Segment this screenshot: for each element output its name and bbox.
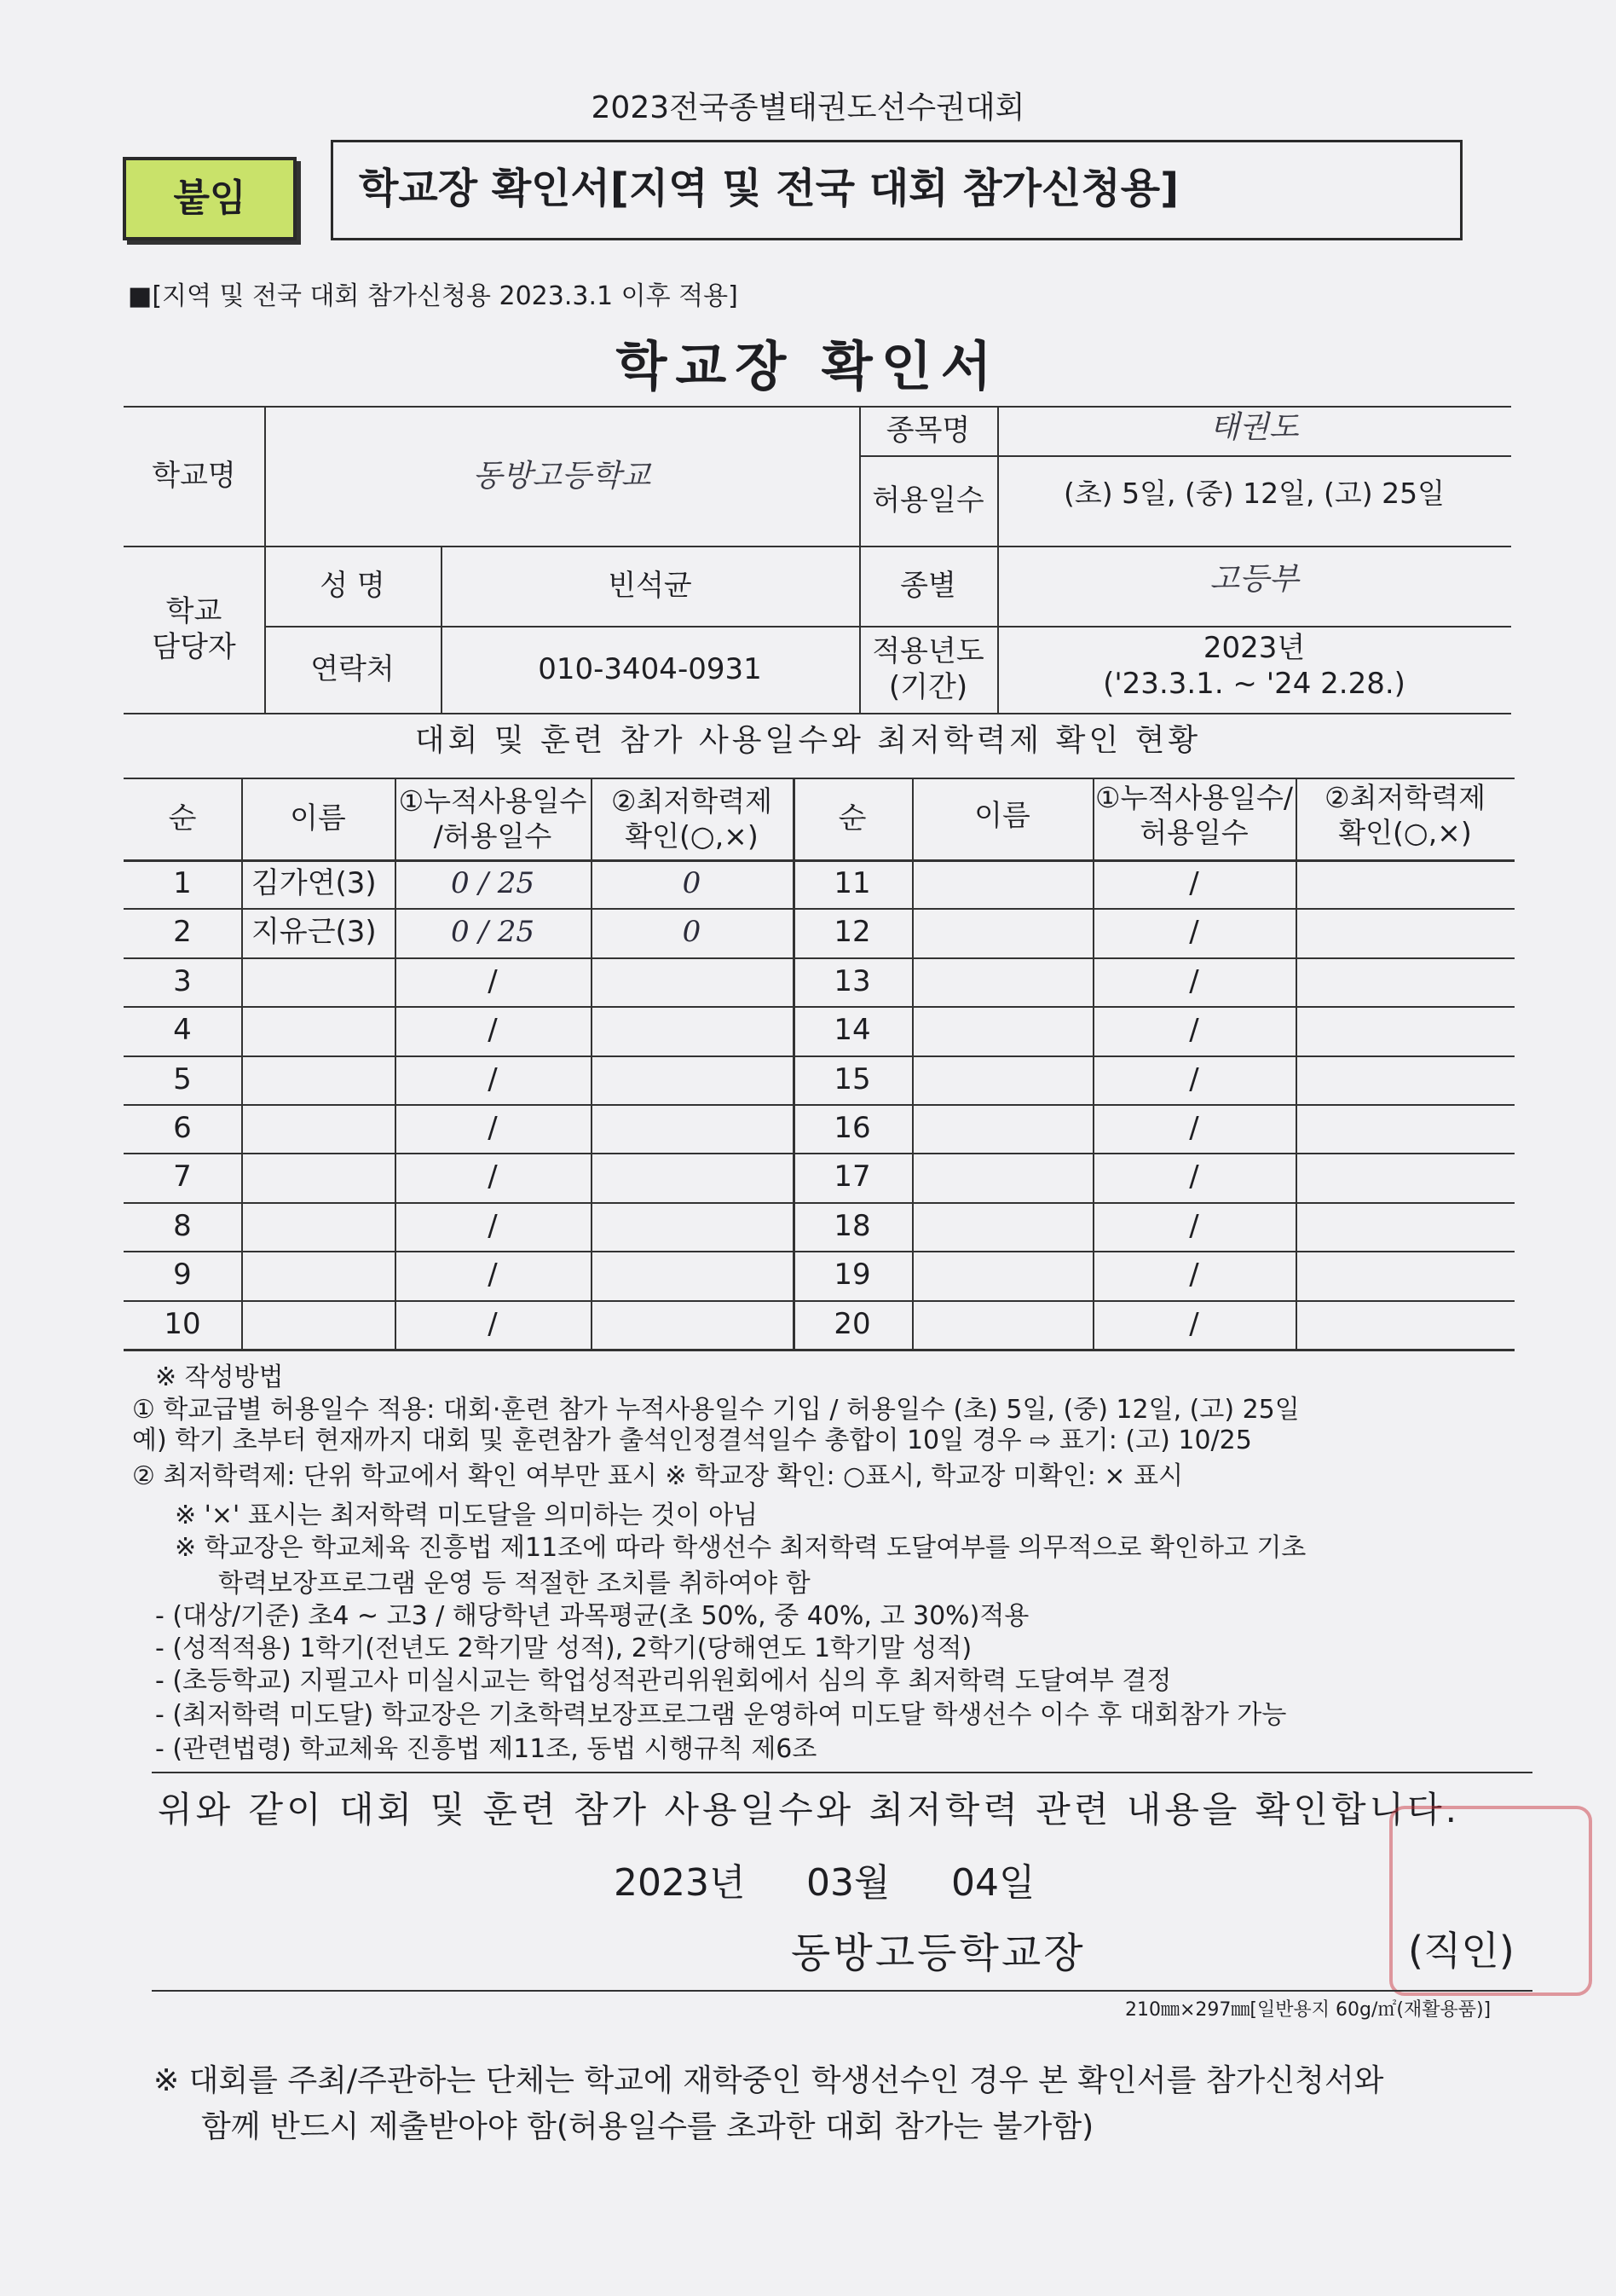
cell-right-min [1296,1202,1515,1251]
cell-right-name [912,957,1093,1006]
sport-value: 태권도 [1209,409,1299,445]
header-min-right [1296,774,1515,856]
cell-left-days: 0 / 25 [451,866,534,901]
days-label: 허용일수 [872,483,984,518]
cell-left-min: 0 [682,866,701,901]
note-line: - (최저학력 미도달) 학교장은 기초학력보장프로그램 운영하여 미도달 학생선수 이수 후 대회참가 가능 [155,1700,1287,1730]
cell-left-min [591,1104,793,1153]
cell-left-days: / [488,1111,498,1146]
cell-left-name: 지유근(3) [251,915,377,950]
cell-right-name [912,1202,1093,1251]
school-label: 학교명 [152,458,236,493]
name-label: 성 명 [320,568,385,603]
cell-left-name [241,1153,395,1201]
note-line: - (성적적용) 1학기(전년도 2학기말 성적), 2학기(당해연도 1학기말 성적) [155,1634,972,1663]
cell-right-name [912,908,1093,957]
cell-right-no: 19 [834,1258,871,1293]
cell-right-min [1296,859,1515,908]
cell-right-no: 12 [834,915,871,950]
category-value: 고등부 [1209,561,1299,597]
cell-right-min [1296,1055,1515,1104]
confirm-day: 04일 [951,1861,1036,1905]
cell-left-name [241,1251,395,1299]
cell-left-min: 0 [682,915,701,950]
cell-left-min [591,1202,793,1251]
rule [152,1772,1532,1773]
cell-right-name [912,859,1093,908]
cell-left-no: 9 [173,1258,192,1293]
contact-label [124,546,264,713]
cell-right-no: 11 [834,866,871,901]
contact-label-line2: 담당자 [152,630,236,664]
cell-right-days: / [1189,915,1199,950]
header-min-right-line1: ②최저학력제 [1325,780,1486,814]
days-value: (초) 5일, (중) 12일, (고) 25일 [1064,477,1445,511]
cell-left-days: / [488,1062,498,1097]
cell-right-days: / [1189,1111,1199,1146]
attachment-badge: 붙임 [123,157,297,240]
contact-label-line1: 학교 [165,593,222,628]
cell-right-name [912,1104,1093,1153]
cell-right-no: 18 [834,1209,871,1244]
cell-right-days: / [1189,964,1199,999]
cell-left-no: 8 [173,1209,192,1244]
header-min-right-line2: 확인(○,×) [1338,816,1472,849]
header-min-left-line1: ②최저학력제 [611,784,772,818]
cell-right-min [1296,1104,1515,1153]
cell-right-min [1296,957,1515,1006]
cell-left-min [591,1006,793,1055]
note-line: - (대상/기준) 초4 ~ 고3 / 해당학년 과목평균(초 50%, 중 40%, 고 30%)적용 [155,1601,1030,1631]
cell-right-min [1296,908,1515,957]
cell-left-no: 6 [173,1111,192,1146]
cell-right-days: / [1189,1307,1199,1342]
seal-label: (직인) [1408,1928,1515,1974]
rule [124,713,1511,714]
cell-left-name [241,1104,395,1153]
cell-right-days: / [1189,1209,1199,1244]
cell-left-min [591,1251,793,1299]
cell-left-min [591,1153,793,1201]
cell-right-name [912,1006,1093,1055]
sport-label: 종목명 [886,413,971,448]
note-line: ※ '×' 표시는 최저학력 미도달을 의미하는 것이 아님 [175,1501,759,1530]
cell-right-min [1296,1006,1515,1055]
year-label [859,626,997,713]
cell-right-name [912,1153,1093,1201]
note-line: ※ 학교장은 학교체육 진흥법 제11조에 따라 학생선수 최저학력 도달여부를 의무적으로 확인하고 기초 [175,1533,1307,1563]
cell-right-no: 16 [834,1111,871,1146]
cell-right-days: / [1189,1013,1199,1048]
cell-left-no: 4 [173,1013,192,1048]
note-line: - (관련법령) 학교체육 진흥법 제11조, 동법 시행규칙 제6조 [155,1734,817,1764]
cell-left-no: 1 [173,866,192,901]
cell-right-name [912,1300,1093,1349]
cell-left-name [241,1055,395,1104]
cell-right-no: 13 [834,964,871,999]
cell-left-name: 김가연(3) [251,866,377,901]
status-table-title: 대회 및 훈련 참가 사용일수와 최저학력제 확인 현황 [414,723,1202,758]
year-value [997,619,1511,713]
cell-left-days: / [488,1160,498,1194]
cell-left-no: 3 [173,964,192,999]
page-title: 학교장 확인서 [615,335,1001,397]
note-line: ② 최저학력제: 단위 학교에서 확인 여부만 표시 ※ 학교장 확인: ○표시, 학교장 미확인: × 표시 [132,1461,1184,1491]
cell-left-min [591,1300,793,1349]
year-value-line2: ('23.3.1. ~ '24 2.28.) [1103,667,1405,701]
header-name-left: 이름 [290,801,346,836]
cell-left-name [241,1006,395,1055]
cell-left-min [591,957,793,1006]
rule [152,1990,1532,1992]
cell-left-days: / [488,1013,498,1048]
note-line: 학력보장프로그램 운영 등 적절한 조치를 취하여야 함 [218,1569,811,1599]
cell-right-no: 20 [834,1307,871,1342]
name-value: 빈석균 [608,568,692,603]
header-min-left [591,778,793,859]
cell-left-days: / [488,1307,498,1342]
cell-right-days: / [1189,1160,1199,1194]
category-label: 종별 [900,568,956,603]
applies-note: ■[지역 및 전국 대회 참가신청용 2023.3.1 이후 적용] [128,281,738,311]
header-days-left-line1: ①누적사용일수 [398,784,587,818]
cell-left-days: 0 / 25 [451,915,534,950]
confirm-statement: 위와 같이 대회 및 훈련 참가 사용일수와 최저학력 관련 내용을 확인합니다. [158,1789,1461,1830]
cell-right-no: 15 [834,1062,871,1097]
cell-right-days: / [1189,1062,1199,1097]
cell-left-name [241,957,395,1006]
note-line: - (초등학교) 지필고사 미실시교는 학업성적관리위원회에서 심의 후 최저학력 도달여부 결정 [155,1666,1172,1696]
paper-spec: 210㎜×297㎜[일반용지 60g/㎡(재활용품)] [1125,1999,1492,2021]
confirm-year: 2023년 [614,1861,746,1905]
header-days-right-line2: 허용일수 [1140,816,1249,849]
cell-left-no: 2 [173,915,192,950]
header-days-left [395,778,591,859]
header-days-left-line2: /허용일수 [433,819,552,853]
event-title: 2023전국종별태권도선수권대회 [591,90,1025,125]
year-label-line1: 적용년도 [872,633,984,668]
cell-right-days: / [1189,1258,1199,1293]
header-min-left-line2: 확인(○,×) [625,819,759,853]
phone-label: 연락처 [310,651,395,686]
rule [124,1349,1515,1351]
cell-left-min [591,1055,793,1104]
header-days-right-line1: ①누적사용일수/ [1095,780,1293,814]
header-no-left: 순 [168,801,197,836]
phone-value: 010-3404-0931 [538,651,762,686]
year-value-line1: 2023년 [1203,630,1306,665]
form-heading-box: 학교장 확인서[지역 및 전국 대회 참가신청용] [331,140,1463,240]
cell-left-days: / [488,1209,498,1244]
header-name-right: 이름 [974,798,1030,833]
cell-right-name [912,1251,1093,1299]
cell-left-no: 5 [173,1062,192,1097]
cell-right-no: 17 [834,1160,871,1194]
note-line: ※ 작성방법 [155,1362,284,1392]
cell-left-name [241,1202,395,1251]
cell-left-name [241,1300,395,1349]
cell-right-no: 14 [834,1013,871,1048]
cell-left-days: / [488,1258,498,1293]
cell-right-days: / [1189,866,1199,901]
header-days-right [1093,774,1296,856]
principal-name: 동방고등학교장 [791,1929,1086,1977]
footer-note-line1: ※ 대회를 주최/주관하는 단체는 학교에 재학중인 학생선수인 경우 본 확인서를 참가신청서와 [153,2063,1384,2098]
cell-right-min [1296,1300,1515,1349]
school-value: 동방고등학교 [472,458,651,494]
header-no-right: 순 [838,801,867,836]
note-line: 예) 학기 초부터 현재까지 대회 및 훈련참가 출석인정결석일수 총합이 10일 경우 ⇨ 표기: (고) 10/25 [132,1426,1252,1455]
cell-left-days: / [488,964,498,999]
confirm-month: 03월 [806,1861,891,1905]
note-line: ① 학교급별 허용일수 적용: 대회·훈련 참가 누적사용일수 기입 / 허용일수 (초) 5일, (중) 12일, (고) 25일 [132,1395,1300,1425]
cell-right-min [1296,1251,1515,1299]
year-label-line2: (기간) [888,670,968,704]
cell-left-no: 7 [173,1160,192,1194]
cell-right-name [912,1055,1093,1104]
cell-right-min [1296,1153,1515,1201]
footer-note-line2: 함께 반드시 제출받아야 함(허용일수를 초과한 대회 참가는 불가함) [201,2109,1094,2144]
cell-left-no: 10 [164,1307,201,1342]
